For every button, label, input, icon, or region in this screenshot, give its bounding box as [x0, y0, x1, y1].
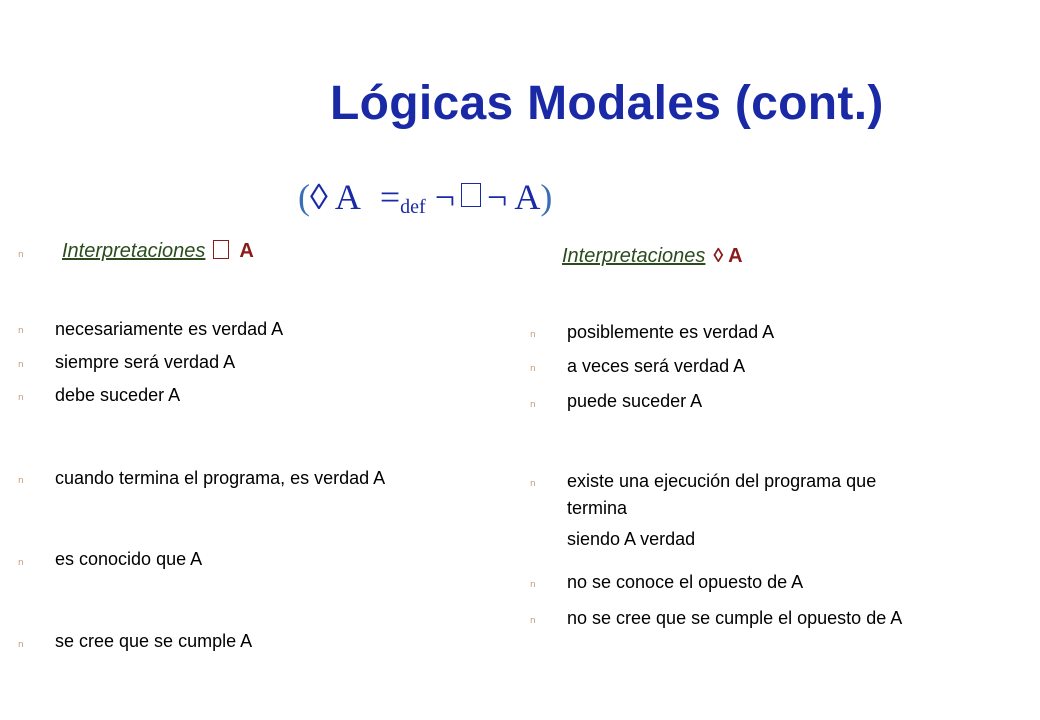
right-heading — [562, 245, 743, 268]
list-item: cuando termina el programa, es verdad A — [55, 468, 386, 488]
equals-sign: = — [379, 177, 401, 217]
negation-1: ¬ — [434, 177, 455, 217]
bullet-icon: n — [18, 476, 24, 486]
definition-a-left: A — [334, 177, 359, 217]
list-item: siempre será verdad A — [55, 352, 236, 372]
bullet-icon: n — [18, 393, 24, 403]
list-item: no se cree que se cumple el opuesto de A — [567, 608, 903, 628]
bullet-icon: n — [18, 250, 24, 260]
list-item: a veces será verdad A — [567, 356, 746, 376]
diamond-operator: ◊ — [310, 177, 328, 217]
list-item: debe suceder A — [55, 385, 181, 405]
definition-a-right: A — [514, 177, 541, 217]
right-heading-operand: ◊ A — [713, 245, 743, 267]
left-heading-label[interactable]: Interpretaciones — [62, 240, 206, 262]
list-item: posiblemente es verdad A — [567, 322, 775, 342]
list-item: es conocido que A — [55, 549, 203, 569]
bullet-icon: n — [18, 640, 24, 650]
list-item-line: siendo A verdad — [567, 529, 696, 549]
bullet-icon: n — [530, 400, 536, 410]
list-item: se cree que se cumple A — [55, 631, 253, 651]
left-heading-operand: A — [239, 240, 254, 262]
list-item: necesariamente es verdad A — [55, 319, 284, 339]
page-title: Lógicas Modales (cont.) — [330, 77, 884, 130]
list-item: puede suceder A — [567, 391, 703, 411]
list-item-line: existe una ejecución del programa que — [567, 471, 877, 491]
left-heading — [62, 240, 254, 263]
bullet-icon: n — [530, 479, 536, 489]
bullet-icon: n — [530, 330, 536, 340]
open-paren: ( — [298, 177, 310, 217]
right-heading-label[interactable]: Interpretaciones — [562, 245, 706, 267]
bullet-icon: n — [18, 558, 24, 568]
box-operator-icon — [213, 240, 229, 259]
close-paren: ) — [540, 177, 553, 217]
negation-2: ¬ — [487, 177, 508, 217]
bullet-icon: n — [530, 364, 536, 374]
box-operator-icon — [461, 183, 481, 207]
bullet-icon: n — [18, 326, 24, 336]
def-subscript: def — [400, 196, 426, 218]
bullet-icon: n — [530, 616, 536, 626]
modal-definition — [298, 176, 552, 219]
list-item-line: termina — [567, 498, 628, 518]
list-item: no se conoce el opuesto de A — [567, 572, 804, 592]
bullet-icon: n — [530, 580, 536, 590]
bullet-icon: n — [18, 360, 24, 370]
